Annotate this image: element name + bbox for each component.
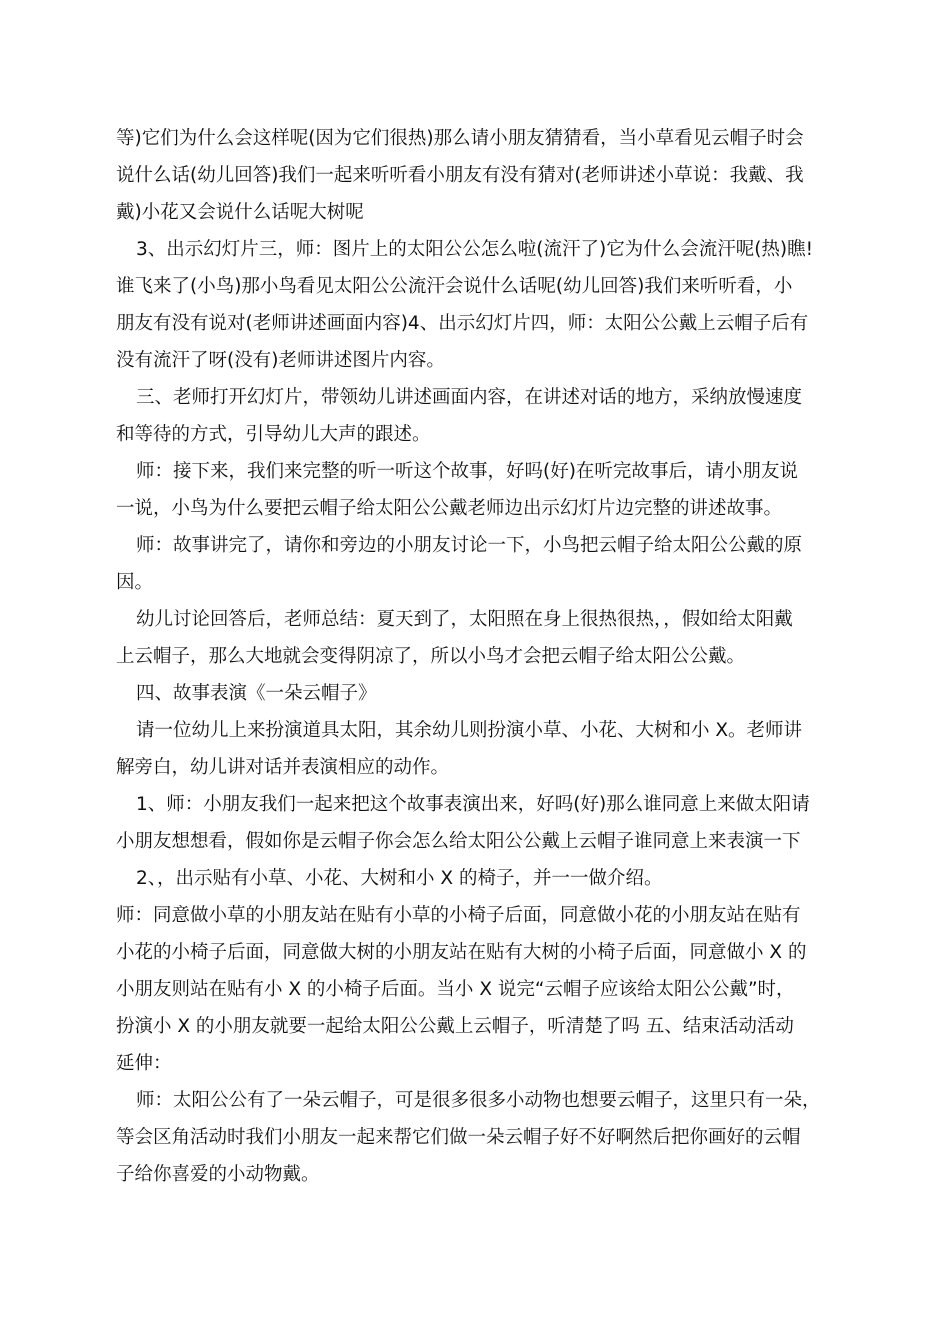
text-line: 和等待的方式，引导幼儿大声的跟述。 — [116, 424, 431, 445]
text-line: 等会区角活动时我们小朋友一起来帮它们做一朵云帽子好不好啊然后把你画好的云帽 — [116, 1127, 801, 1148]
text-line: 解旁白，幼儿讲对话并表演相应的动作。 — [116, 757, 450, 778]
text-line: 子给你喜爱的小动物戴。 — [116, 1164, 320, 1185]
text-line: 没有流汗了呀(没有)老师讲述图片内容。 — [116, 350, 445, 371]
text-line: 师：故事讲完了，请你和旁边的小朋友讨论一下，小鸟把云帽子给太阳公公戴的原 — [136, 535, 803, 556]
text-line: 师：接下来，我们来完整的听一听这个故事，好吗(好)在听完故事后，请小朋友说 — [136, 461, 798, 482]
text-line: 1、师：小朋友我们一起来把这个故事表演出来，好吗(好)那么谁同意上来做太阳请 — [136, 794, 810, 815]
text-line: 小花的小椅子后面，同意做大树的小朋友站在贴有大树的小椅子后面，同意做小 X 的 — [116, 942, 807, 963]
text-line: 请一位幼儿上来扮演道具太阳，其余幼儿则扮演小草、小花、大树和小 X。老师讲 — [136, 720, 803, 741]
text-line: 小朋友则站在贴有小 X 的小椅子后面。当小 X 说完“云帽子应该给太阳公公戴”时， — [116, 979, 795, 1000]
text-line: 朋友有没有说对(老师讲述画面内容)4、出示幻灯片四，师：太阳公公戴上云帽子后有 — [116, 313, 809, 334]
text-line: 四、故事表演《一朵云帽子》 — [136, 683, 377, 704]
text-line: 延伸： — [116, 1053, 172, 1074]
text-line: 一说，小鸟为什么要把云帽子给太阳公公戴老师边出示幻灯片边完整的讲述故事。 — [116, 498, 783, 519]
text-line: 三、老师打开幻灯片，带领幼儿讲述画面内容，在讲述对话的地方，采纳放慢速度 — [136, 387, 803, 408]
text-line: 因。 — [116, 572, 154, 593]
text-line: 小朋友想想看，假如你是云帽子你会怎么给太阳公公戴上云帽子谁同意上来表演一下 — [116, 831, 801, 852]
text-line: 戴)小花又会说什么话呢大树呢 — [116, 202, 364, 223]
document-body — [116, 120, 836, 1193]
text-line: 师：太阳公公有了一朵云帽子，可是很多很多小动物也想要云帽子，这里只有一朵， — [136, 1090, 821, 1111]
text-line: 谁飞来了(小鸟)那小鸟看见太阳公公流汗会说什么话呢(幼儿回答)我们来听听看，小 — [116, 276, 793, 297]
text-line: 说什么话(幼儿回答)我们一起来听听看小朋友有没有猜对(老师讲述小草说：我戴、我 — [116, 165, 804, 186]
text-line: 幼儿讨论回答后，老师总结：夏天到了，太阳照在身上很热很热，，假如给太阳戴 — [136, 609, 793, 630]
text-line: 扮演小 X 的小朋友就要一起给太阳公公戴上云帽子，听清楚了吗 五、结束活动活动 — [116, 1016, 794, 1037]
text-line: 等)它们为什么会这样呢(因为它们很热)那么请小朋友猜猜看，当小草看见云帽子时会 — [116, 128, 804, 149]
text-line: 上云帽子，那么大地就会变得阴凉了，所以小鸟才会把云帽子给太阳公公戴。 — [116, 646, 746, 667]
text-line: 2、，出示贴有小草、小花、大树和小 X 的椅子，并一一做介绍。 — [136, 868, 663, 889]
text-line: 师：同意做小草的小朋友站在贴有小草的小椅子后面，同意做小花的小朋友站在贴有 — [116, 905, 801, 926]
text-line: 3、出示幻灯片三，师：图片上的太阳公公怎么啦(流汗了)它为什么会流汗呢(热)瞧! — [136, 239, 814, 260]
